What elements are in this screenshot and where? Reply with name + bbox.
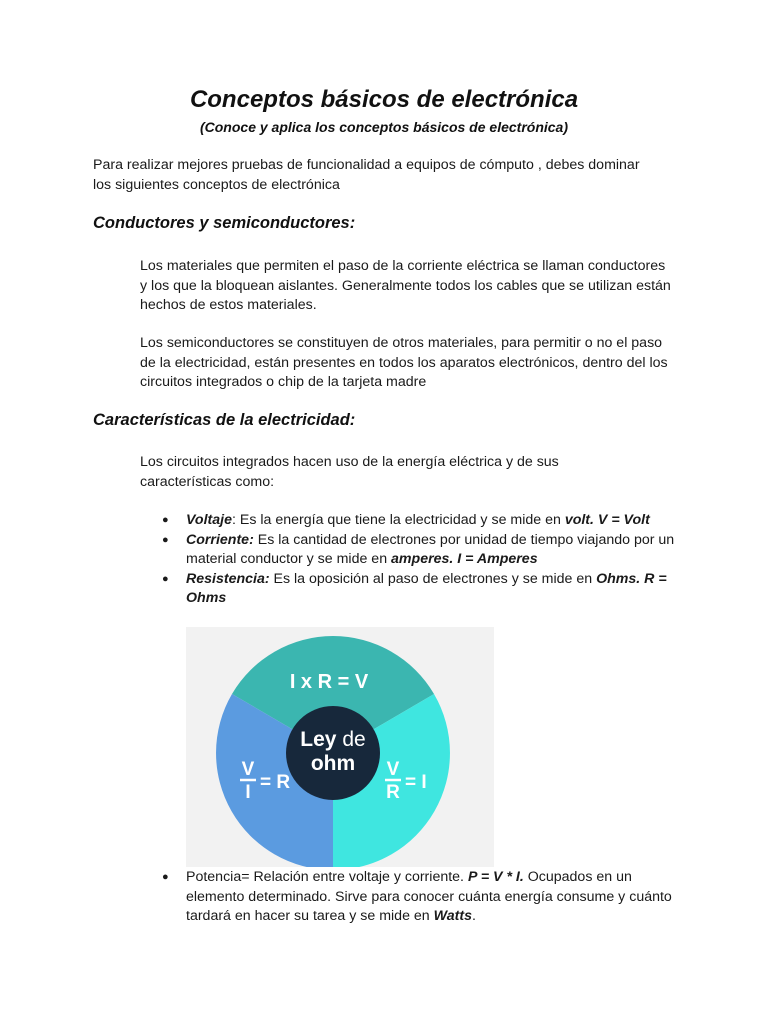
conductores-paragraph: Los materiales que permiten el paso de la corriente eléctrica se llaman conductores y los que la bloquean aislantes. Generalmente todos los cables que se utilizan están hechos de estos materiales. [140, 258, 671, 313]
bullet-term: Voltaje [186, 512, 232, 528]
list-item-potencia [140, 868, 680, 927]
list-item-voltaje [140, 511, 680, 531]
bullet-dot-icon: ● [162, 533, 169, 546]
bullet-formula: P = V * I. [467, 869, 524, 885]
bullet-unit: amperes. I = Amperes [391, 551, 538, 567]
bullet-dot-icon: ● [162, 572, 169, 585]
bullet-text: Es la cantidad de electrones por unidad de tiempo viajando por un material conductor y se mide en [186, 531, 675, 567]
bullet-end: . [472, 908, 476, 924]
formula-right-result: = I [405, 772, 427, 793]
list-item-resistencia [140, 570, 680, 609]
characteristics-list [140, 511, 680, 609]
formula-left-denominator: I [245, 782, 251, 803]
page-title: Conceptos básicos de electrónica [189, 86, 579, 113]
bullet-unit: volt. V = Volt [564, 512, 650, 528]
formula-right-denominator: R [386, 782, 400, 803]
bullet-dot-icon: ● [162, 871, 169, 883]
semiconductores-paragraph: Los semiconductores se constituyen de otros materiales, para permitir o no el paso de la electricidad, están presentes en todos los aparatos electrónicos, dentro del los circuitos integrados o chip de la tarjeta madre [140, 335, 668, 390]
section-heading-conductores: Conductores y semiconductores: [93, 214, 356, 232]
bullet-unit: Ohms. R = Ohms [186, 570, 667, 606]
bullet-text-2: Ocupados en un elemento determinado. Sirve para conocer cuánta energía consume y cuánto tardará en hacer su tarea y se mide en [186, 869, 672, 924]
ohm-law-diagram [186, 627, 494, 867]
center-label-ohm: ohm [310, 752, 356, 775]
formula-top: I x R = V [289, 671, 369, 693]
formula-left-result: = R [260, 772, 291, 793]
bullet-text: Es la oposición al paso de electrones y se mide en [269, 570, 597, 587]
caracteristicas-paragraph: Los circuitos integrados hacen uso de la energía eléctrica y de sus características como: [140, 454, 559, 490]
section-heading-caracteristicas: Características de la electricidad: [93, 411, 356, 429]
bullet-unit: Watts [433, 908, 473, 924]
list-item-corriente [140, 531, 680, 570]
bullet-term: Resistencia: [186, 570, 270, 587]
potencia-list [140, 868, 680, 927]
formula-right-numerator: V [386, 759, 400, 780]
bullet-text: Potencia= Relación entre voltaje y corriente. [186, 869, 468, 885]
bullet-term: Corriente: [186, 531, 254, 548]
bullet-text: : Es la energía que tiene la electricidad y se mide en [232, 512, 565, 528]
bullet-dot-icon: ● [162, 514, 169, 526]
ohm-law-wheel [186, 627, 494, 867]
intro-paragraph: Para realizar mejores pruebas de funcionalidad a equipos de cómputo , debes dominar los siguientes conceptos de electrónica [93, 157, 640, 193]
page-subtitle: (Conoce y aplica los conceptos básicos de electrónica) [199, 119, 568, 135]
center-label: Ley de [300, 728, 366, 751]
formula-left-numerator: V [241, 759, 255, 780]
